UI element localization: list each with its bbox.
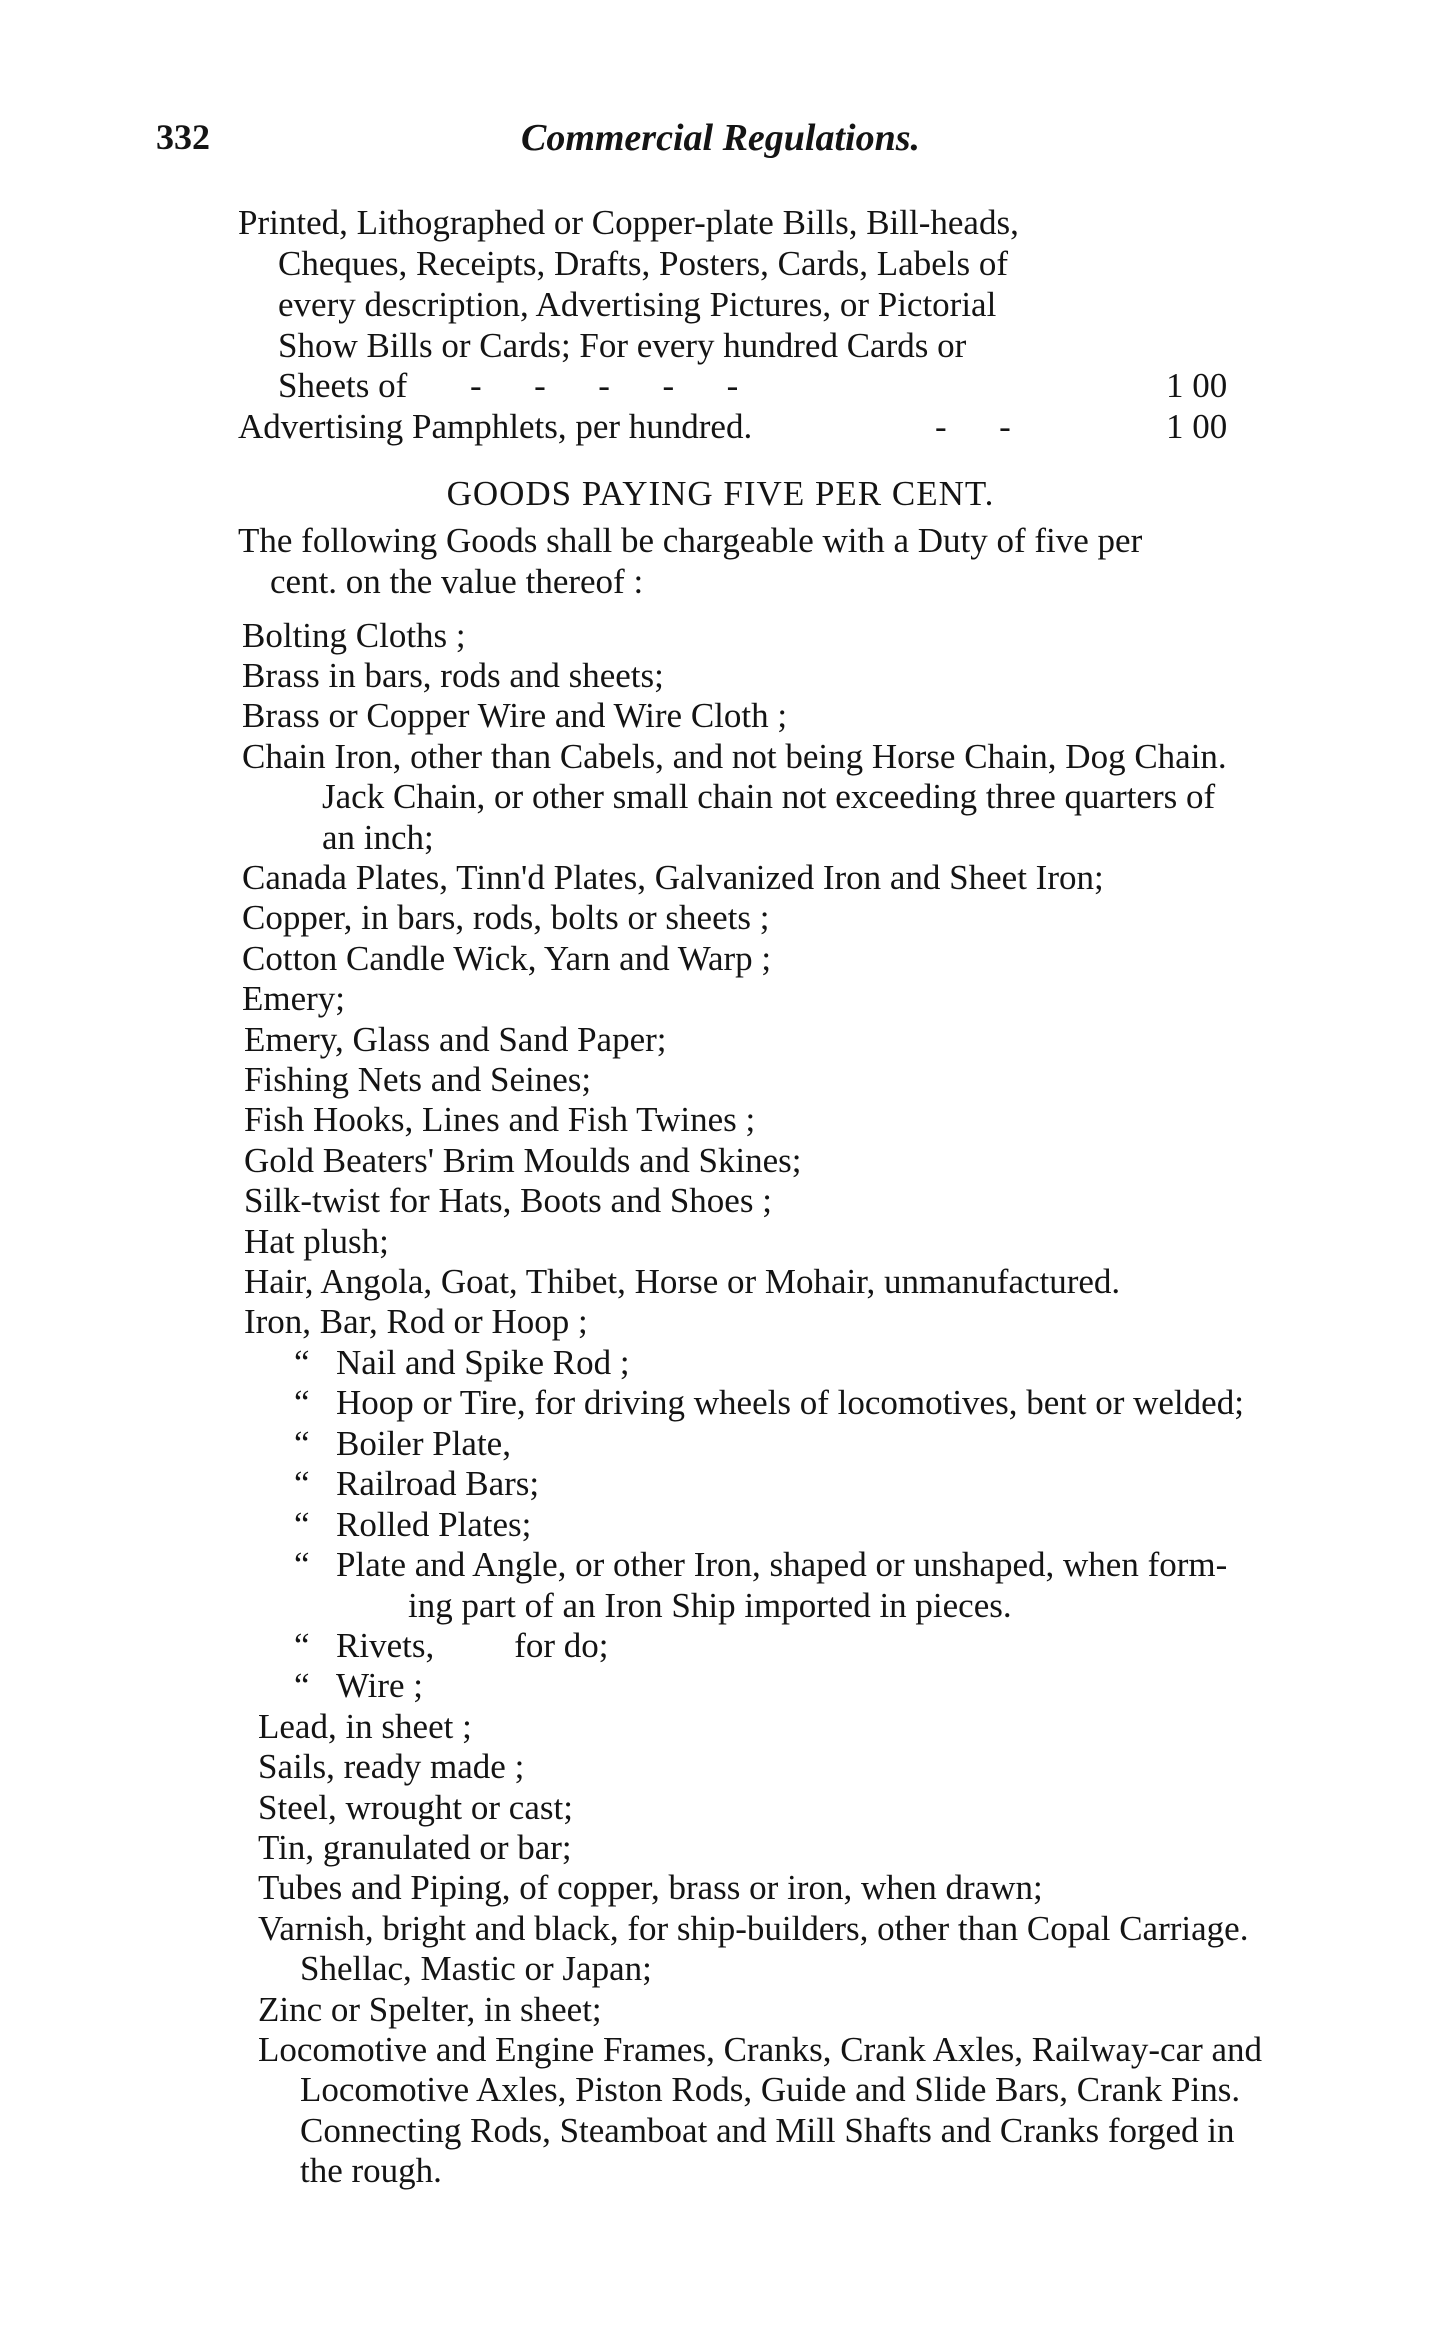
list-item-continuation: Shellac, Mastic or Japan; [300,1949,652,1988]
list-item-continuation: the rough. [300,2151,442,2190]
section-heading: GOODS PAYING FIVE PER CENT. [446,474,995,513]
list-item: Zinc or Spelter, in sheet; [258,1990,602,2029]
list-item-continuation: an inch; [322,818,434,857]
list-item-continuation: Locomotive Axles, Piston Rods, Guide and Slide Bars, Crank Pins. [300,2070,1241,2109]
list-item: Lead, in sheet ; [258,1707,472,1746]
list-item: Brass in bars, rods and sheets; [242,656,664,695]
iron-subitem-continuation: ing part of an Iron Ship imported in pieces. [408,1586,1012,1625]
list-item: Brass or Copper Wire and Wire Cloth ; [242,696,788,735]
iron-subitem: “ Hoop or Tire, for driving wheels of locomotives, bent or welded; [294,1383,1244,1422]
list-item: Varnish, bright and black, for ship-builders, other than Copal Carriage. [258,1909,1249,1948]
running-title: Commercial Regulations. [520,117,921,159]
list-item: Bolting Cloths ; [242,616,466,655]
list-item: Tin, granulated or bar; [258,1828,572,1867]
ditto-mark: “ [294,1505,310,1544]
iron-subitem: “ Rivets, for do; [294,1626,609,1665]
page-header [0,116,1441,166]
leader-dashes: - - [935,407,1011,446]
fee-label: Advertising Pamphlets, per hundred. [238,407,753,446]
list-item: Tubes and Piping, of copper, brass or iron, when drawn; [258,1868,1043,1907]
list-item: Cotton Candle Wick, Yarn and Warp ; [242,939,772,978]
page-number: 332 [156,117,210,157]
fee-amount: 1 00 [1166,407,1228,446]
preamble-line-1: The following Goods shall be chargeable with a Duty of five per [238,521,1143,560]
list-item: Copper, in bars, rods, bolts or sheets ; [242,898,770,937]
list-item: Iron, Bar, Rod or Hoop ; [244,1302,588,1341]
iron-subitem: “ Plate and Angle, or other Iron, shaped or unshaped, when form- [294,1545,1228,1584]
ditto-mark: “ [294,1343,310,1382]
intro-line-4: Show Bills or Cards; For every hundred Cards or [278,326,967,365]
list-item: Emery; [242,979,346,1018]
leader-dashes: - - - - - [470,366,739,405]
list-item: Chain Iron, other than Cabels, and not being Horse Chain, Dog Chain. [242,737,1227,776]
list-item: Sails, ready made ; [258,1747,525,1786]
list-item: Gold Beaters' Brim Moulds and Skines; [244,1141,802,1180]
iron-subitem: “ Wire ; [294,1666,424,1705]
list-item: Hair, Angola, Goat, Thibet, Horse or Mohair, unmanufactured. [244,1262,1121,1301]
list-item: Fish Hooks, Lines and Fish Twines ; [244,1100,756,1139]
intro-line-2: Cheques, Receipts, Drafts, Posters, Cards, Labels of [278,244,1008,283]
ditto-mark: “ [294,1424,310,1463]
list-item: Steel, wrought or cast; [258,1788,573,1827]
fee-row-pamphlets [0,407,1441,447]
list-item: Fishing Nets and Seines; [244,1060,592,1099]
ditto-mark: “ [294,1666,310,1705]
iron-subitem: “ Railroad Bars; [294,1464,540,1503]
iron-subitem: “ Nail and Spike Rod ; [294,1343,630,1382]
ditto-mark: “ [294,1383,310,1422]
fee-amount: 1 00 [1166,366,1228,405]
list-item: Canada Plates, Tinn'd Plates, Galvanized Iron and Sheet Iron; [242,858,1104,897]
fee-label: Sheets of [278,366,408,405]
fee-row-sheets [0,366,1441,406]
ditto-note: for do; [514,1626,609,1665]
list-item-continuation: Jack Chain, or other small chain not exceeding three quarters of [322,777,1216,816]
ditto-mark: “ [294,1545,310,1584]
ditto-mark: “ [294,1626,310,1665]
list-item: Silk-twist for Hats, Boots and Shoes ; [244,1181,772,1220]
iron-subitem: “ Boiler Plate, [294,1424,511,1463]
intro-line-3: every description, Advertising Pictures, or Pictorial [278,285,997,324]
list-item-continuation: Connecting Rods, Steamboat and Mill Shafts and Cranks forged in [300,2111,1235,2150]
list-item: Emery, Glass and Sand Paper; [244,1020,667,1059]
list-item: Locomotive and Engine Frames, Cranks, Crank Axles, Railway-car and [258,2030,1263,2069]
iron-subitem: “ Rolled Plates; [294,1505,532,1544]
preamble-line-2: cent. on the value thereof : [270,562,644,601]
intro-line-1: Printed, Lithographed or Copper-plate Bills, Bill-heads, [238,203,1019,242]
ditto-mark: “ [294,1464,310,1503]
list-item: Hat plush; [244,1222,389,1261]
